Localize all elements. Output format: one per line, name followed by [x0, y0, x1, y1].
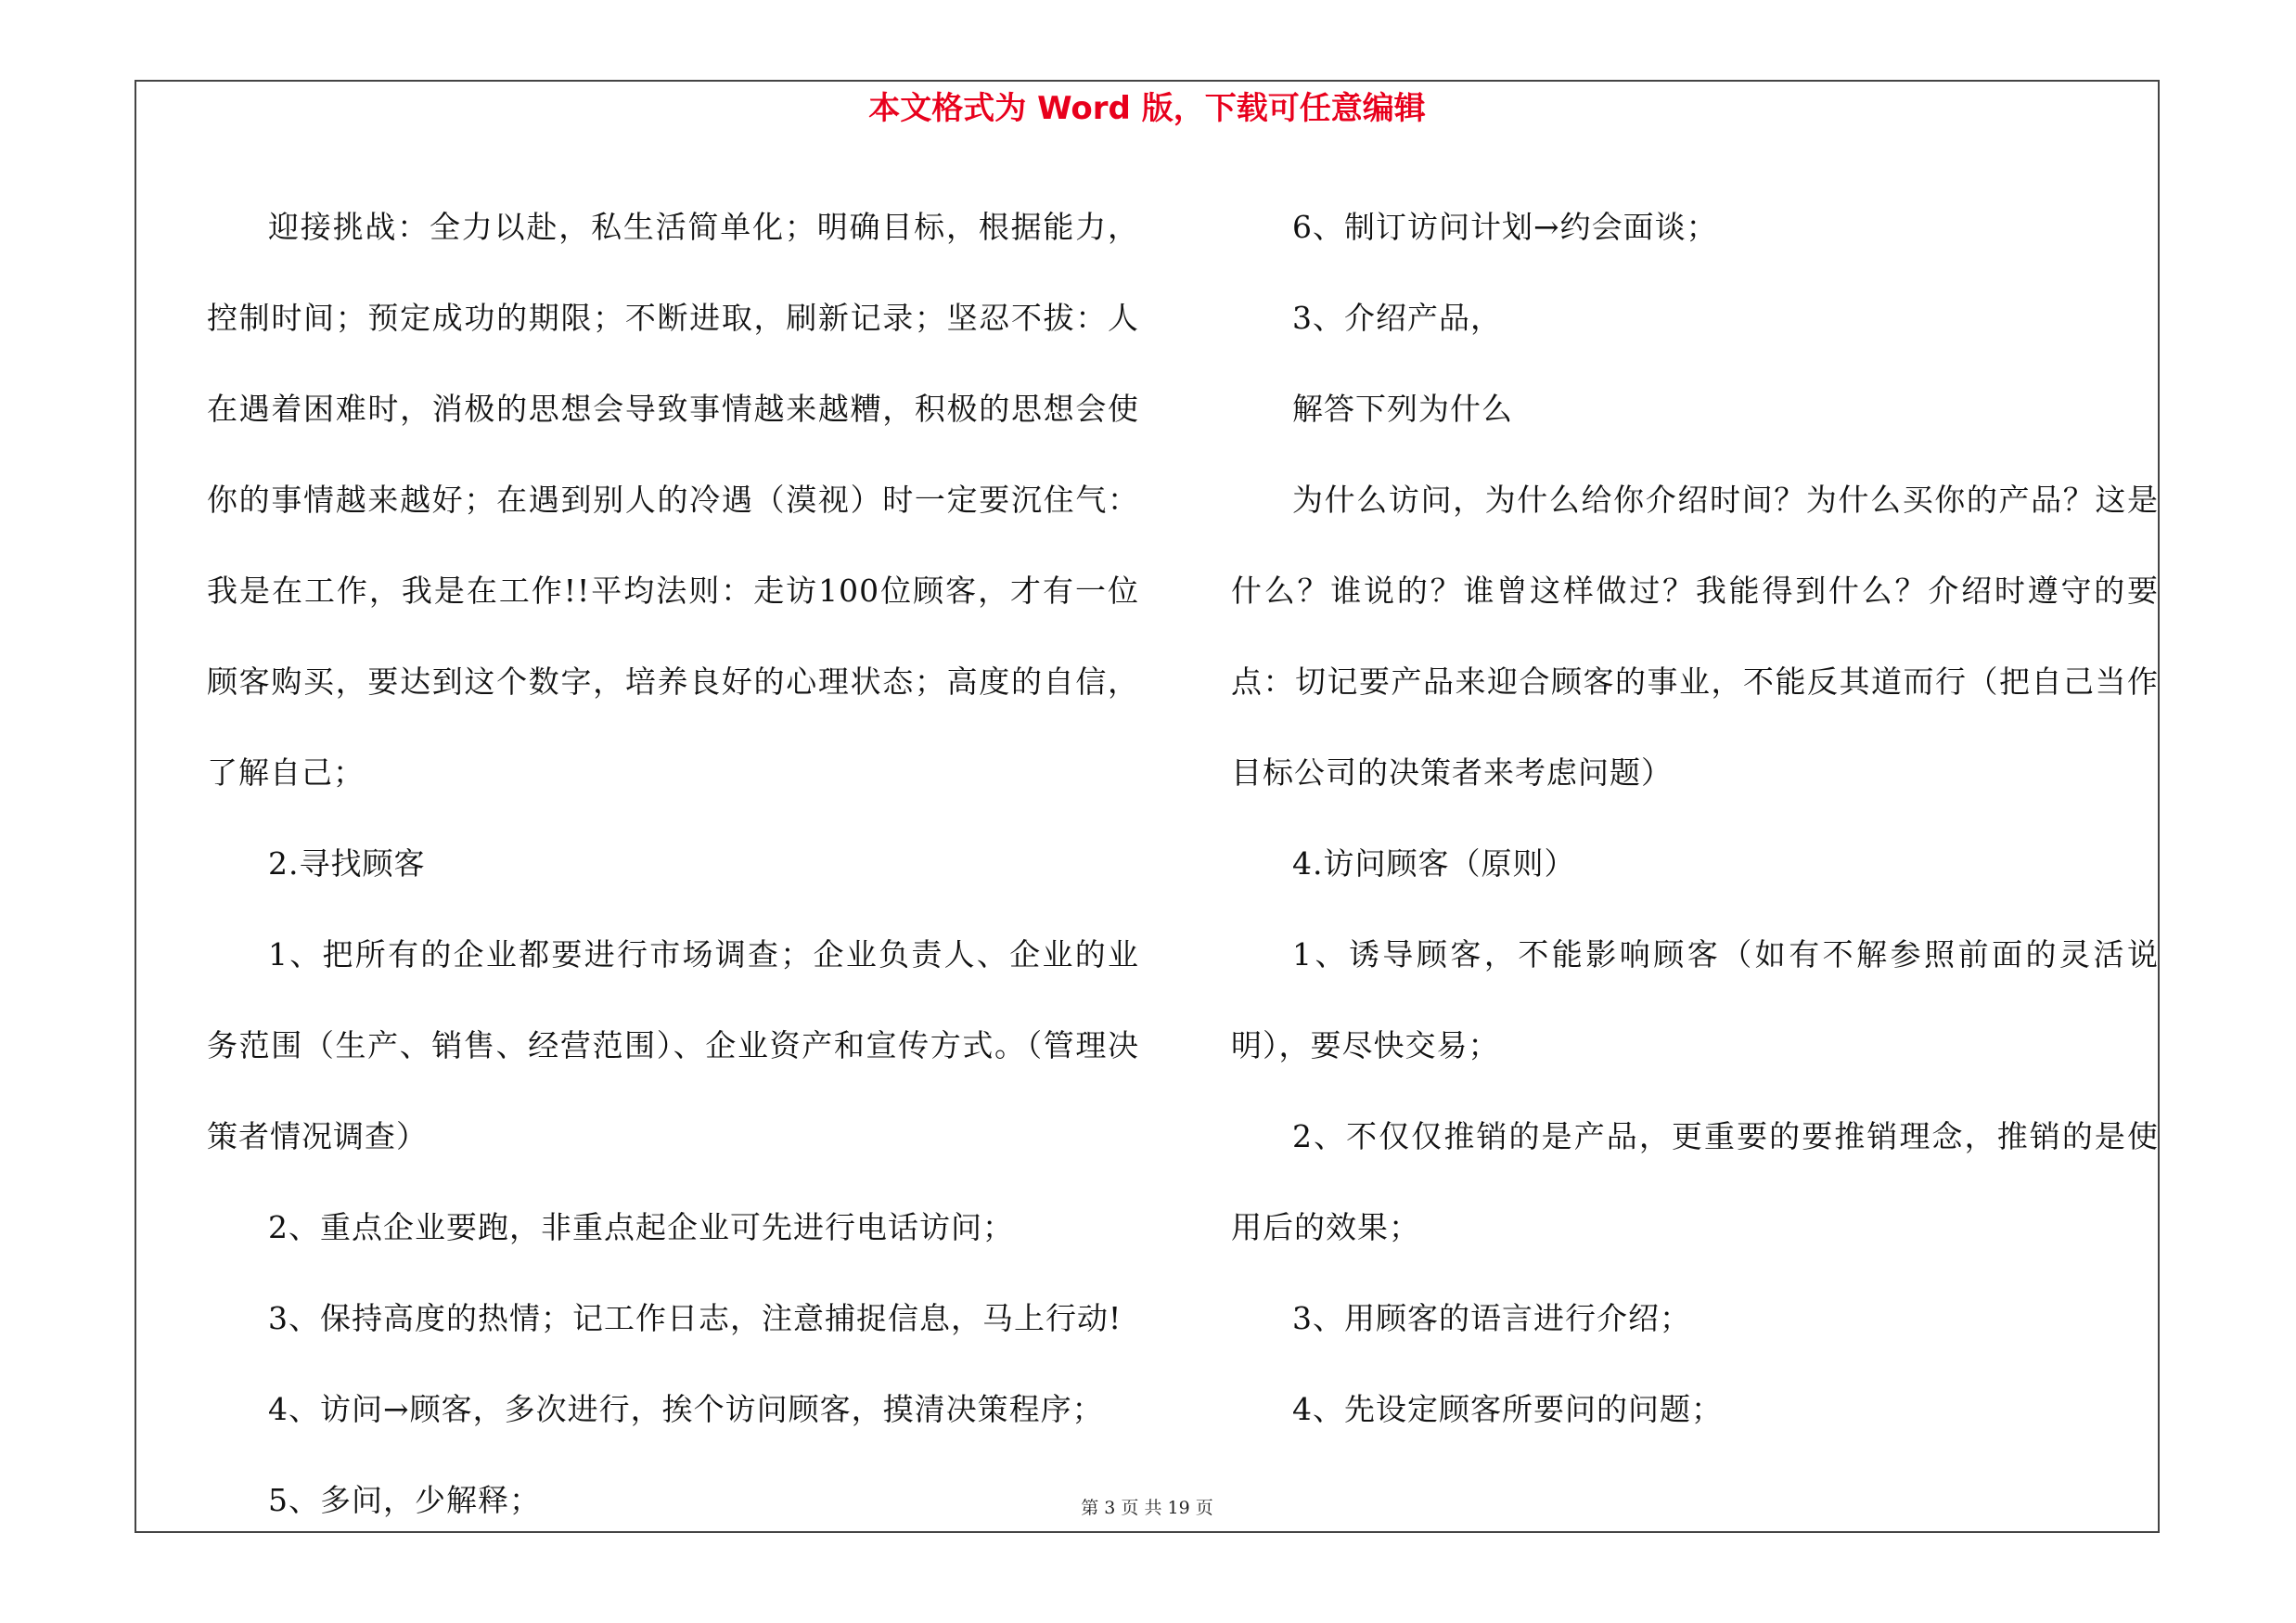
paragraph: 4、访问→顾客，多次进行，挨个访问顾客，摸清决策程序； — [268, 1391, 1104, 1427]
section-heading: 4.访问顾客（原则） — [1292, 845, 1576, 882]
paragraph: 为什么访问，为什么给你介绍时间？为什么买你的产品？这是什么？谁说的？谁曾这样做过？我能得到什么？介绍时遵守的要点：切记要产品来迎合顾客的事业，不能反其道而行（把自己当作目标公司的决策者来考虑问题） — [1231, 482, 2159, 791]
paragraph: 3、保持高度的热情；记工作日志，注意捕捉信息，马上行动! — [268, 1300, 1122, 1336]
paragraph: 4、先设定顾客所要问的问题； — [1292, 1391, 1723, 1427]
paragraph: 1、诱导顾客，不能影响顾客（如有不解参照前面的灵活说明），要尽快交易； — [1231, 936, 2159, 1063]
page-number-footer: 第 3 页 共 19 页 — [1081, 1498, 1213, 1518]
paragraph: 1、把所有的企业都要进行市场调查；企业负责人、企业的业务范围（生产、销售、经营范围）、企业资产和宣传方式。（管理决策者情况调查） — [207, 936, 1139, 1154]
word-format-banner: 本文格式为 Word 版，下载可任意编辑 — [868, 90, 1426, 127]
paragraph: 迎接挑战：全力以赴，私生活简单化；明确目标，根据能力，控制时间；预定成功的期限；不断进取，刷新记录；坚忍不拔：人在遇着困难时，消极的思想会导致事情越来越糟，积极的思想会使你的事情越来越好；在遇到别人的冷遇（漠视）时一定要沉住气：我是在工作，我是在工作!!平均法则：走访100位顾客，才有一位顾客购买，要达到这个数字，培养良好的心理状态；高度的自信，了解自己； — [207, 209, 1139, 791]
right-column — [1231, 182, 2159, 1455]
paragraph: 6、制订访问计划→约会面谈； — [1292, 209, 1718, 245]
paragraph: 5、多问，少解释； — [268, 1482, 541, 1518]
paragraph: 2、重点企业要跑，非重点起企业可先进行电话访问； — [268, 1209, 1014, 1245]
paragraph: 解答下列为什么 — [1292, 391, 1513, 427]
section-heading: 2.寻找顾客 — [268, 845, 426, 882]
paragraph: 2、不仅仅推销的是产品，更重要的要推销理念，推销的是使用后的效果； — [1231, 1118, 2159, 1245]
left-column — [207, 182, 1139, 1546]
section-heading: 3、介绍产品， — [1292, 300, 1502, 336]
paragraph: 3、用顾客的语言进行介绍； — [1292, 1300, 1691, 1336]
